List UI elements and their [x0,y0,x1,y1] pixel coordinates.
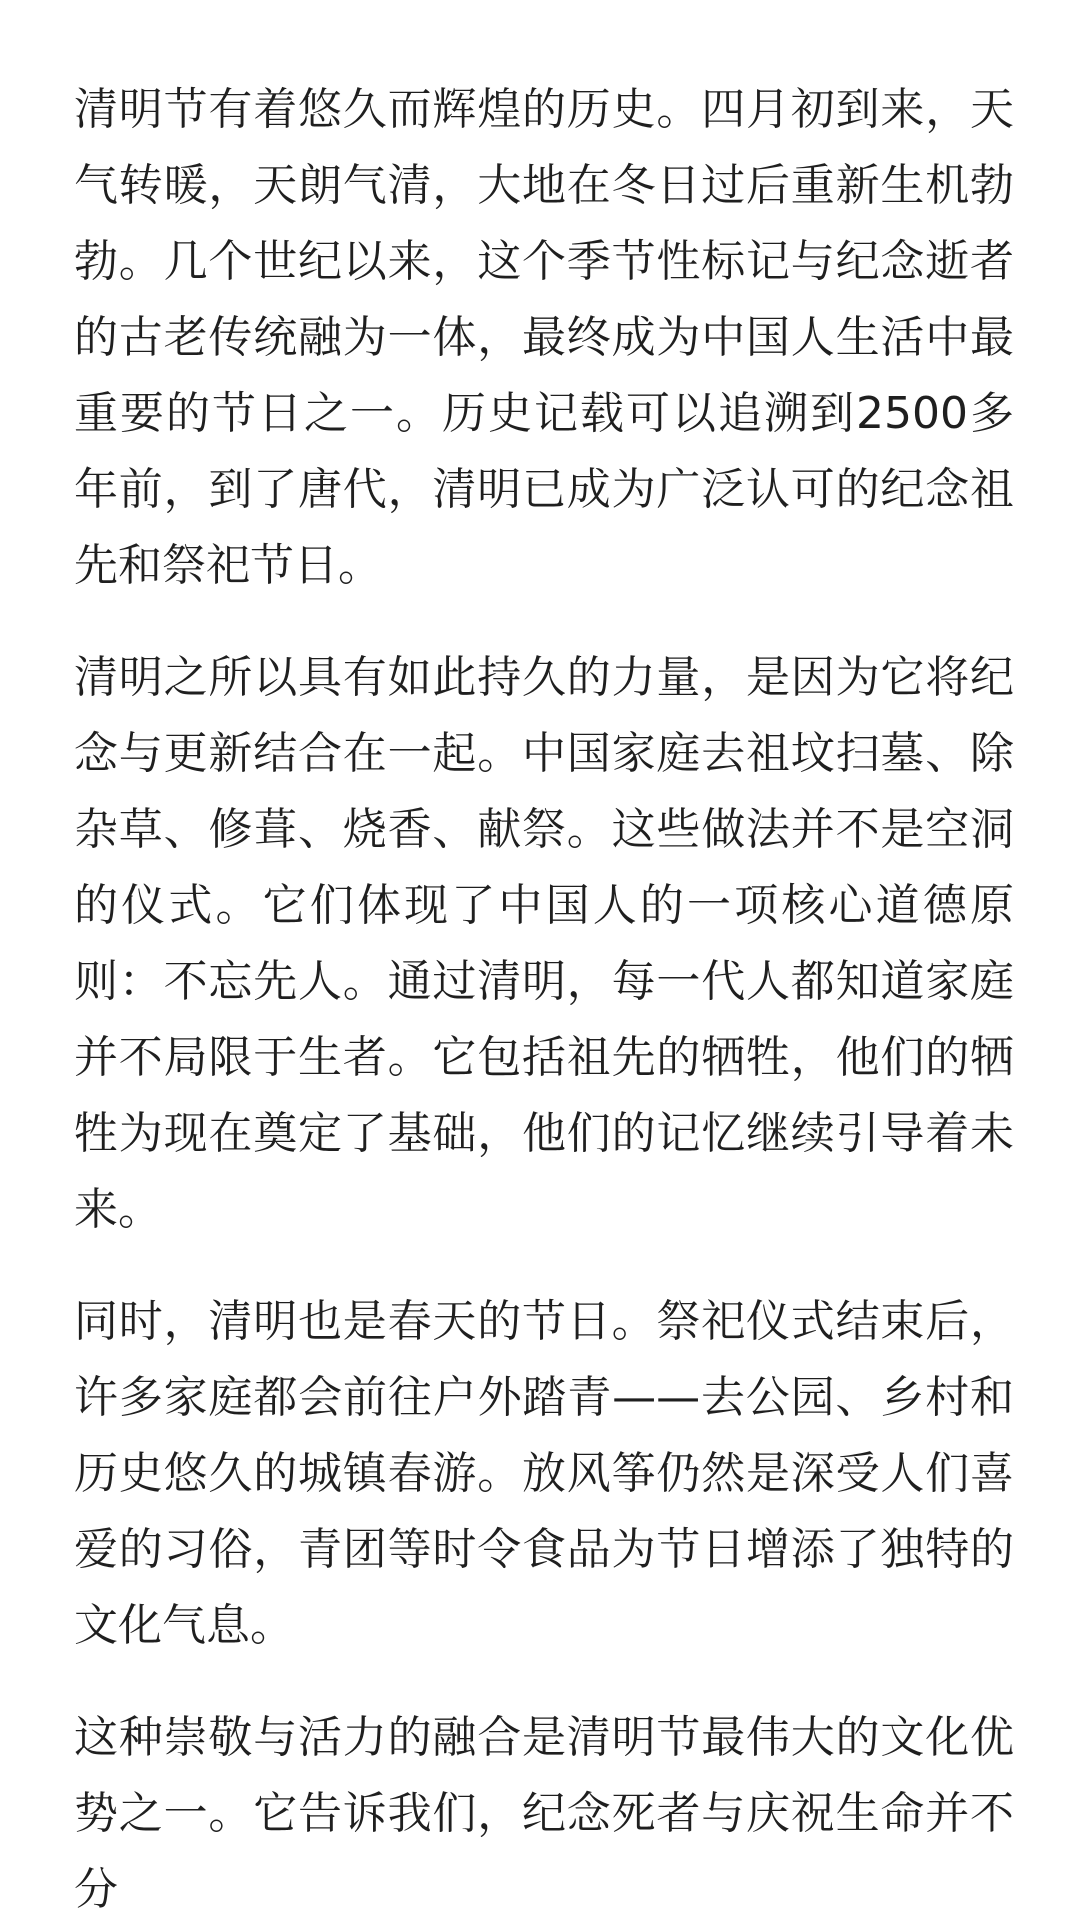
paragraph-fusion: 这种崇敬与活力的融合是清明节最伟大的文化优势之一。它告诉我们，纪念死者与庆祝生命并不分 [74,1712,1014,1915]
paragraph-spring: 同时，清明也是春天的节日。祭祀仪式结束后，许多家庭都会前往户外踏青——去公园、乡村和历史悠久的城镇春游。放风筝仍然是深受人们喜爱的习俗，青团等时令食品为节日增添了独特的文化气息。 [74,1296,1014,1651]
paragraph-remembrance: 清明之所以具有如此持久的力量，是因为它将纪念与更新结合在一起。中国家庭去祖坟扫墓、除杂草、修葺、烧香、献祭。这些做法并不是空洞的仪式。它们体现了中国人的一项核心道德原则：不忘先人。通过清明，每一代人都知道家庭并不局限于生者。它包括祖先的牺牲，他们的牺牲为现在奠定了基础，他们的记忆继续引导着未来。 [74,652,1014,1235]
article-body [74,72,1014,1928]
paragraph-history: 清明节有着悠久而辉煌的历史。四月初到来，天气转暖，天朗气清，大地在冬日过后重新生机勃勃。几个世纪以来，这个季节性标记与纪念逝者的古老传统融为一体，最终成为中国人生活中最重要的节日之一。历史记载可以追溯到2500多年前，到了唐代，清明已成为广泛认可的纪念祖先和祭祀节日。 [74,84,1014,591]
